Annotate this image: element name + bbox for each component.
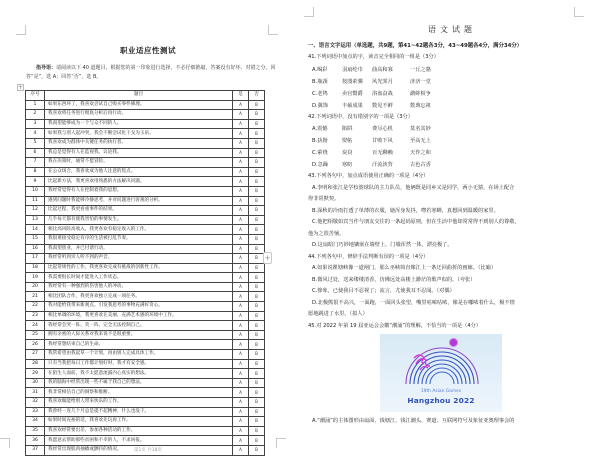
page-footer: 第1页 共18页 — [133, 448, 163, 453]
row-question: 相比单调的环境，我更喜欢在美丽、充满艺术感的环境中工作。 — [45, 311, 233, 321]
row-number: 25 — [26, 330, 45, 340]
option-b[interactable]: B — [249, 167, 265, 177]
row-number: 23 — [26, 311, 45, 321]
option-b[interactable]: B — [249, 426, 265, 436]
table-row — [26, 330, 265, 340]
row-number: 17 — [26, 254, 45, 264]
option-b[interactable]: B — [249, 244, 265, 254]
option-a[interactable]: A — [233, 292, 249, 302]
row-question: 我经常想结束自己的生命。 — [45, 340, 233, 350]
row-number: 22 — [26, 302, 45, 312]
q44-option-b: B.微风过处，送来缕缕清香，仿佛远处高楼上渺茫的歌声似的。（夸张） — [312, 276, 476, 283]
option-a[interactable]: A — [233, 445, 249, 455]
row-number: 7 — [26, 158, 45, 168]
table-row — [26, 426, 265, 436]
option-a[interactable]: A — [233, 186, 249, 196]
option-b[interactable]: B — [249, 254, 265, 264]
row-question: 我对能给我带来新观点、引发我思考的事物充满好奇心。 — [45, 302, 233, 312]
option-b[interactable]: B — [249, 196, 265, 206]
header-number: 序号 — [26, 91, 45, 101]
asian-games-logo-image — [380, 334, 502, 412]
logo-caption: 19th Asian Games — [420, 389, 462, 394]
row-question: 我常希望由我起草一个计划，再由别人完成具体工作。 — [45, 350, 233, 360]
row-question: 比起常规性的工作，我更喜欢完成有挑战的创新性工作。 — [45, 263, 233, 273]
option-b[interactable]: B — [249, 311, 265, 321]
page-corner-mark — [16, 25, 26, 35]
row-question: 我渴望创业，并已付诸行动。 — [45, 244, 233, 254]
option-a[interactable]: A — [233, 388, 249, 398]
row-question: 相比团队合作，我更喜欢独立完成一项任务。 — [45, 292, 233, 302]
q41-option-row — [308, 64, 596, 76]
q41-option-word: D.翼饰 — [312, 102, 329, 109]
logo-title: Hangzhou 2022 — [407, 396, 475, 405]
option-b[interactable]: B — [249, 445, 265, 455]
table-row — [26, 148, 265, 158]
row-question: 我喜欢将任务进行彻底分析后再行动。 — [45, 110, 233, 120]
q41-option-word: 风光霁月 — [372, 78, 393, 85]
row-question: 我非常相信自己的洞察和推断。 — [45, 388, 233, 398]
row-question: 如果东西坏了，我喜欢尝试自己购买零件修理。 — [45, 100, 233, 110]
option-b[interactable]: B — [249, 215, 265, 225]
table-row — [26, 292, 265, 302]
row-number: 27 — [26, 350, 45, 360]
q42-option-row — [308, 159, 596, 171]
q42-option-word: 莫名其妙 — [410, 126, 431, 132]
q41-option-word: 鹬蚌相争 — [410, 90, 431, 97]
row-question: 我曾经一连几个月总是提不起精神，什么也没干。 — [45, 407, 233, 417]
q42-option-word: 炭窃 — [342, 150, 353, 156]
q42-option-word: 百无聊赖 — [372, 150, 393, 156]
option-a[interactable]: A — [233, 119, 249, 129]
option-a[interactable]: A — [233, 426, 249, 436]
option-b[interactable]: B — [249, 129, 265, 139]
q41-option-word: 丰硕成果 — [342, 102, 363, 109]
option-a[interactable]: A — [233, 196, 249, 206]
option-b[interactable]: B — [249, 282, 265, 292]
exam-title: 语文试题 — [428, 25, 476, 34]
option-a[interactable]: A — [233, 417, 249, 427]
row-number: 31 — [26, 388, 45, 398]
option-a[interactable]: A — [233, 129, 249, 139]
row-question: 我很难接受稳定有序的生活被打乱节奏。 — [45, 234, 233, 244]
table-row — [26, 167, 265, 177]
row-question: 比起过程，我更看重事件的结果。 — [45, 206, 233, 216]
option-a[interactable]: A — [233, 340, 249, 350]
option-b[interactable]: B — [249, 350, 265, 360]
row-question: 我经常出现肌肉抽搐或颤抖的情况。 — [45, 445, 233, 455]
row-number: 2 — [26, 110, 45, 120]
row-number: 8 — [26, 167, 45, 177]
question-45-stem: 45.对 2022 年第 19 届亚运会会徽“潮涌”的理解，不恰当的一项是（4分） — [308, 322, 482, 329]
table-row — [26, 158, 265, 168]
q41-option-row — [308, 76, 596, 88]
row-number: 35 — [26, 426, 45, 436]
option-a[interactable]: A — [233, 369, 249, 379]
row-question: 在陌生人面前，我不太愿意流露内心真实的想法。 — [45, 369, 233, 379]
table-row — [26, 110, 265, 120]
q42-option-word: C.萦绕 — [312, 150, 328, 156]
option-a[interactable]: A — [233, 273, 249, 283]
option-b[interactable]: B — [249, 206, 265, 216]
q42-option-word: 古色古香 — [410, 162, 431, 168]
q41-option-word: B.瓶颈 — [312, 78, 328, 85]
q42-option-word: B.执拗 — [312, 138, 328, 144]
option-a[interactable]: A — [233, 148, 249, 158]
q43-option-b: B.深秋的冷雨打透了单薄的衣服，她浑身发抖，噤若寒蝉，真想回到温暖的家里。 — [312, 207, 499, 214]
table-row — [26, 186, 265, 196]
table-row — [26, 225, 265, 235]
add-column-icon[interactable]: + — [264, 254, 271, 262]
q44-option-a: A.如果说瞿塘峡像一道闸门，那么巫峡简直像江上一条迂回曲折的画廊。（比喻） — [312, 265, 497, 271]
q41-option-word: 一丘之貉 — [410, 66, 431, 73]
row-number: 3 — [26, 119, 45, 129]
option-a[interactable]: A — [233, 167, 249, 177]
logo-waves-icon — [380, 334, 502, 390]
question-43-stem: 43.下列各句中，加点成语使用正确的一项是（4分） — [308, 173, 429, 179]
q41-option-word: 按图索骥 — [342, 78, 363, 85]
q42-option-row — [308, 135, 596, 147]
option-a[interactable]: A — [233, 234, 249, 244]
table-row — [26, 388, 265, 398]
row-number: 4 — [26, 129, 45, 139]
q42-option-word: 熨帖 — [342, 138, 353, 144]
row-question: 几乎每天都有使我害怕的事情发生。 — [45, 215, 233, 225]
section-heading: 一、语言文字运用（单选题，共9题，第41~42题各3分，43~49题各4分，满分34分） — [308, 43, 523, 49]
row-question: 我喜欢做能给别人带来快乐的工作。 — [45, 398, 233, 408]
row-number: 12 — [26, 206, 45, 216]
option-a[interactable]: A — [233, 177, 249, 187]
option-b[interactable]: B — [249, 330, 265, 340]
row-number: 18 — [26, 263, 45, 273]
row-question: 如果我与别人起冲突，我会不断尝试化干戈为玉帛。 — [45, 129, 233, 139]
option-b[interactable]: B — [249, 388, 265, 398]
row-number: 1 — [26, 100, 45, 110]
row-number: 13 — [26, 215, 45, 225]
option-b[interactable]: B — [249, 177, 265, 187]
quiz-table — [25, 90, 265, 456]
page-gutter — [296, 0, 304, 465]
q42-option-row — [308, 147, 596, 159]
table-row — [26, 340, 265, 350]
table-row — [26, 407, 265, 417]
row-question: 我经常觉得有人在控制着我的思想。 — [45, 186, 233, 196]
table-row — [26, 215, 265, 225]
q42-option-word: 汗流浃背 — [372, 162, 393, 168]
option-b[interactable]: B — [249, 302, 265, 312]
page-corner-mark — [574, 7, 584, 17]
option-a[interactable]: A — [233, 282, 249, 292]
option-a[interactable]: A — [233, 359, 249, 369]
row-question: 我愿意去帮助那些贫困和不幸的人，不求回报。 — [45, 436, 233, 446]
page-corner-mark — [304, 7, 314, 17]
option-b[interactable]: B — [249, 340, 265, 350]
row-number: 16 — [26, 244, 45, 254]
q41-option-word: 数见不鲜 — [372, 102, 393, 109]
q41-option-row — [308, 88, 596, 100]
row-number: 11 — [26, 196, 45, 206]
q42-option-word: 费尽心机 — [372, 126, 393, 132]
page-left — [0, 0, 296, 465]
q41-option-word: C.老鸨 — [312, 90, 328, 97]
table-row — [26, 311, 265, 321]
option-b[interactable]: B — [249, 148, 265, 158]
q45-option-a: A.“潮涌”的主体图形由扇面、钱塘江、钱江潮头、赛道、互联网符号及象征亚奥理事会的 — [312, 418, 515, 424]
row-number: 29 — [26, 369, 45, 379]
option-b[interactable]: B — [249, 321, 265, 331]
q43-option-a: A.李明和张江是学校篮球队的主力队员，他俩既是同乡又是同学，两小无猜，在场上配合 — [312, 184, 515, 191]
q41-option-word: 济济一堂 — [410, 78, 431, 85]
row-number: 30 — [26, 378, 45, 388]
q41-option-word: 浴血奋战 — [372, 90, 393, 97]
table-row — [26, 436, 265, 446]
q42-option-word: 天作之和 — [410, 150, 431, 156]
table-row — [26, 369, 265, 379]
q44-option-d: D.北极熊很不高兴，一面跑，一面回头张望，嘴里咕哝咕哝，像是在嘟哝着什么，极不情 — [312, 299, 515, 306]
row-number: 5 — [26, 138, 45, 148]
row-question: 如果时间充裕的话，我喜欢先玩再工作。 — [45, 417, 233, 427]
table-row — [26, 398, 265, 408]
table-row — [26, 273, 265, 283]
table-row — [26, 282, 265, 292]
row-question: 我需要很长时间才能进入工作状态。 — [45, 273, 233, 283]
row-question: 我喜欢经常要出差、参加各种活动的工作。 — [45, 426, 233, 436]
table-row — [26, 119, 265, 129]
option-b[interactable]: B — [249, 398, 265, 408]
table-row — [26, 378, 265, 388]
row-question: 我喜欢成为群体中关键任务的执行者。 — [45, 138, 233, 148]
row-number: 10 — [26, 186, 45, 196]
option-a[interactable]: A — [233, 350, 249, 360]
row-question: 在公众场合，我喜欢成为他人注意的焦点。 — [45, 167, 233, 177]
table-header-row — [26, 91, 265, 101]
row-question: 我经常有一种强烈的伤害他人的冲动。 — [45, 282, 233, 292]
document-title: 职业适应性测试 — [120, 46, 176, 55]
q42-option-row — [308, 123, 596, 135]
q41-option-word: A.喝彩 — [312, 66, 328, 73]
question-41-stem: 41.下列词语中加点的字，读音完全相同的一组是（3分） — [308, 54, 439, 60]
table-row — [26, 254, 265, 264]
logo-container — [308, 332, 596, 416]
intro-text: 请阅读以下 40 道题目，根据您的第一印象进行选择，不必仔细推敲，答案没有好坏、对错之分。回答“是”，选 A；回答“否”，选 B。 — [26, 65, 276, 80]
row-number: 15 — [26, 234, 45, 244]
row-number: 20 — [26, 282, 45, 292]
option-a[interactable]: A — [233, 215, 249, 225]
intro-label: 指导语： — [36, 65, 57, 71]
q44-option-c: C.惨象，已使我目不忍视了；流言，尤使我耳不忍闻。（对偶） — [312, 288, 455, 294]
q42-option-word: A.震憾 — [312, 126, 328, 132]
row-number: 28 — [26, 359, 45, 369]
table-row — [26, 350, 265, 360]
row-number: 33 — [26, 407, 45, 417]
option-a[interactable]: A — [233, 311, 249, 321]
row-question: 我经常会哭一阵、笑一阵，完全无法控制自己。 — [45, 321, 233, 331]
option-b[interactable]: B — [249, 186, 265, 196]
q44-option-d-cont: 愿地跳进了水里。（拟人） — [308, 311, 368, 317]
row-question: 我总是觉得有人在监视我、议论我。 — [45, 148, 233, 158]
table-row — [26, 206, 265, 216]
row-question: 我经常听到旁人听不到的声音。 — [45, 254, 233, 264]
intro-paragraph — [26, 64, 276, 82]
row-number: 6 — [26, 148, 45, 158]
row-question: 只有当我把每日工作都计划好时，我才有安全感。 — [45, 359, 233, 369]
table-row — [26, 417, 265, 427]
exam-body — [308, 40, 596, 428]
row-question: 我渴望能够成为一个与众不同的人。 — [45, 119, 233, 129]
table-row — [26, 263, 265, 273]
option-b[interactable]: B — [249, 225, 265, 235]
q41-option-word: 曲高和寡 — [372, 66, 393, 73]
table-row — [26, 177, 265, 187]
option-a[interactable]: A — [233, 254, 249, 264]
header-no: 否 — [249, 91, 265, 101]
table-move-handle-icon[interactable]: + — [18, 84, 24, 91]
row-number: 14 — [26, 225, 45, 235]
header-yes: 是 — [233, 91, 249, 101]
option-b[interactable]: B — [249, 378, 265, 388]
option-b[interactable]: B — [249, 138, 265, 148]
q41-option-word: 羽扇纶巾 — [342, 66, 363, 73]
row-question: 拥有亲密的人际关系对我来说不是很重要。 — [45, 330, 233, 340]
option-b[interactable]: B — [249, 407, 265, 417]
row-number: 37 — [26, 445, 45, 455]
q42-option-word: D.急躁 — [312, 162, 329, 168]
table-row — [26, 138, 265, 148]
table-row — [26, 302, 265, 312]
option-a[interactable]: A — [233, 225, 249, 235]
row-question: 我在决策时，通常不愿冒险。 — [45, 158, 233, 168]
option-b[interactable]: B — [249, 417, 265, 427]
header-question: 题目 — [45, 91, 233, 101]
row-question: 比起新方法，我更喜欢用熟悉的方法解决问题。 — [45, 177, 233, 187]
row-question: 遇到问题时我能够冷静思考，并对问题进行客观的分析。 — [45, 196, 233, 206]
row-number: 24 — [26, 321, 45, 331]
table-row — [26, 359, 265, 369]
option-a[interactable]: A — [233, 206, 249, 216]
option-b[interactable]: B — [249, 369, 265, 379]
option-a[interactable]: A — [233, 398, 249, 408]
row-question: 我的脑海中经常出现一些不属于我自己的想法。 — [45, 378, 233, 388]
question-44-stem: 44.下列各句中，修辞手法判断有误的一项是（4分） — [308, 253, 429, 260]
option-a[interactable]: A — [233, 244, 249, 254]
row-number: 26 — [26, 340, 45, 350]
q43-option-a-cont: 得非常默契。 — [308, 196, 340, 202]
q41-option-word: 数典忘祖 — [410, 102, 431, 109]
q41-option-row — [308, 100, 596, 112]
row-number: 21 — [26, 292, 45, 302]
page-right — [304, 0, 600, 465]
q42-option-word: 寒暄 — [342, 162, 353, 168]
option-b[interactable]: B — [249, 359, 265, 369]
option-b[interactable]: B — [249, 263, 265, 273]
option-a[interactable]: A — [233, 436, 249, 446]
option-b[interactable]: B — [249, 158, 265, 168]
option-b[interactable]: B — [249, 273, 265, 283]
q43-option-d: D.这扇暗门巧妙地镶嵌在墙壁上，门墙浑然一体，漂亮极了。 — [312, 242, 453, 248]
option-b[interactable]: B — [249, 436, 265, 446]
q43-option-c: C.他把相敬如宾当作与朋友交往的一条起码原则，但在生活中他却常常得不到别人的尊敬， — [312, 219, 520, 225]
table-row — [26, 129, 265, 139]
table-row — [26, 100, 265, 110]
option-a[interactable]: A — [233, 302, 249, 312]
table-row — [26, 196, 265, 206]
q42-option-word: 甘败下风 — [372, 138, 393, 144]
option-a[interactable]: A — [233, 330, 249, 340]
option-a[interactable]: A — [233, 263, 249, 273]
option-b[interactable]: B — [249, 110, 265, 120]
option-a[interactable]: A — [233, 407, 249, 417]
table-row — [26, 244, 265, 254]
row-number: 9 — [26, 177, 45, 187]
row-number: 34 — [26, 417, 45, 427]
option-a[interactable]: A — [233, 378, 249, 388]
option-a[interactable]: A — [233, 110, 249, 120]
option-a[interactable]: A — [233, 138, 249, 148]
q42-option-word: 陷阱 — [342, 126, 353, 132]
option-a[interactable]: A — [233, 158, 249, 168]
table-row — [26, 321, 265, 331]
option-a[interactable]: A — [233, 100, 249, 110]
option-b[interactable]: B — [249, 119, 265, 129]
q42-option-word: 至高无上 — [410, 138, 431, 144]
option-a[interactable]: A — [233, 321, 249, 331]
q43-option-c-cont: 他为之很苦恼。 — [308, 230, 345, 237]
row-question: 相比高风险高收入，我更喜欢有稳定收入的工作。 — [45, 225, 233, 235]
option-b[interactable]: B — [249, 234, 265, 244]
question-42-stem: 42.下列词语中，没有错别字的一项是（3分） — [308, 113, 413, 120]
row-number: 19 — [26, 273, 45, 283]
table-row — [26, 234, 265, 244]
page-corner-mark — [268, 25, 278, 35]
row-number: 36 — [26, 436, 45, 446]
q41-option-word: 卖官鬻爵 — [342, 90, 363, 97]
row-number: 32 — [26, 398, 45, 408]
option-b[interactable]: B — [249, 100, 265, 110]
option-b[interactable]: B — [249, 292, 265, 302]
